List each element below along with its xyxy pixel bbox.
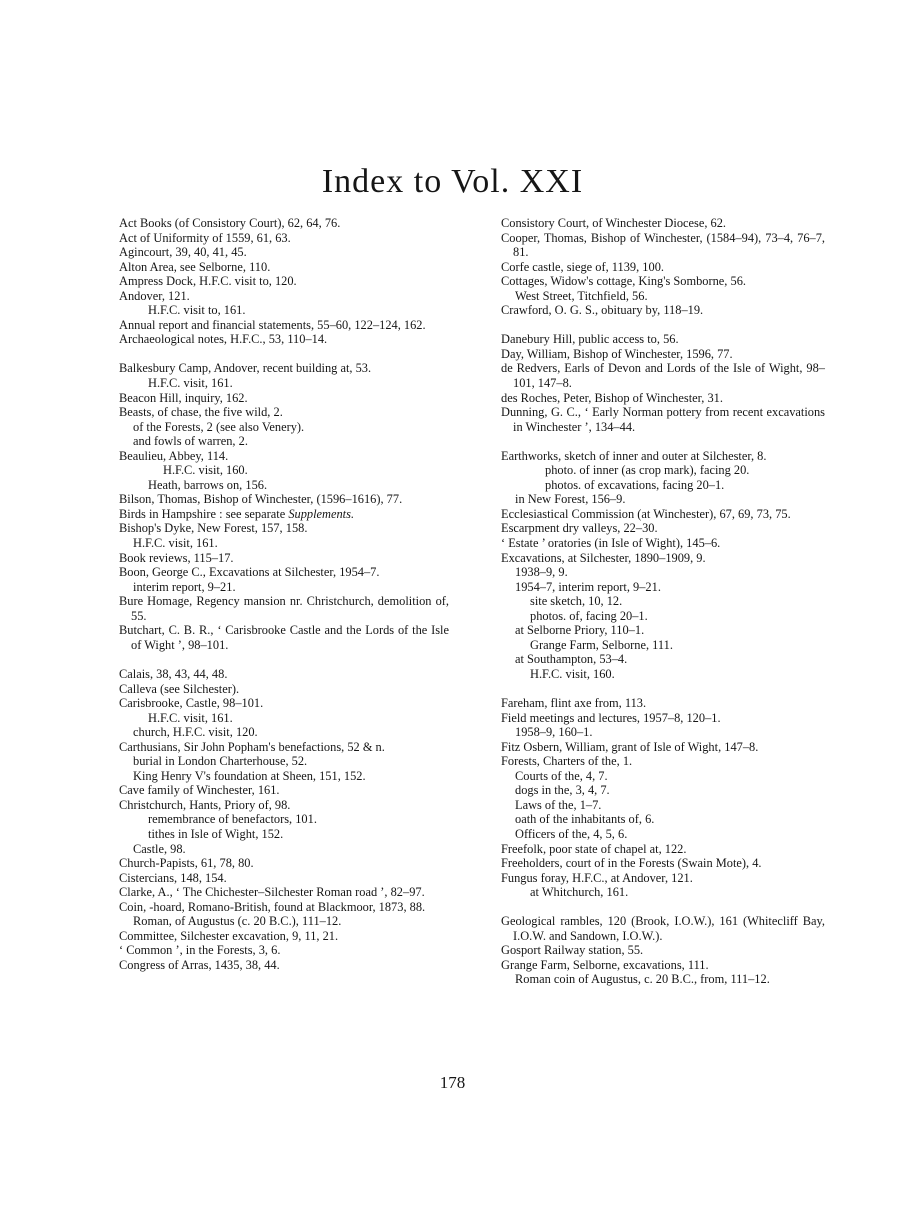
index-entry-text: Cottages, Widow's cottage, King's Somborne, 56.: [501, 274, 746, 289]
index-entry: [501, 536, 825, 551]
index-entry-text: Agincourt, 39, 40, 41, 45.: [119, 245, 247, 260]
index-entry: [119, 769, 449, 784]
index-entry: [119, 711, 449, 726]
index-entry-text: Birds in Hampshire : see separate: [119, 506, 286, 521]
index-entry-text: burial in London Charterhouse, 52.: [133, 754, 308, 769]
index-entry: [501, 652, 825, 667]
index-entry: [119, 245, 449, 260]
index-entry: [119, 812, 449, 827]
index-entry-text: Ampress Dock, H.F.C. visit to, 120.: [119, 274, 297, 289]
index-entry-text: H.F.C. visit, 161.: [148, 376, 233, 391]
index-entry: [119, 827, 449, 842]
index-entry-text: Field meetings and lectures, 1957–8, 120–1.: [501, 710, 721, 725]
index-entry: [501, 638, 825, 653]
index-entry: [119, 478, 449, 493]
entry-gap: [119, 652, 449, 667]
index-entry-text: Boon, George C., Excavations at Silchester, 1954–7.: [119, 565, 380, 580]
index-entry: [119, 754, 449, 769]
index-entry-text: Courts of the, 4, 7.: [515, 768, 608, 783]
index-entry: [119, 507, 449, 522]
index-entry-text: Butchart, C. B. R., ‘ Carisbrooke Castle and the Lords of the Isle of Wight ’, 98–101.: [119, 623, 449, 652]
index-entry: [119, 260, 449, 275]
index-entry-text: at Southampton, 53–4.: [515, 652, 628, 667]
index-entry-text: Act Books (of Consistory Court), 62, 64, 76.: [119, 216, 341, 230]
index-entry: [501, 303, 825, 318]
index-right-column: [501, 216, 825, 987]
index-entry: [119, 303, 449, 318]
index-entry-text: in New Forest, 156–9.: [515, 492, 626, 507]
index-entry: [119, 943, 449, 958]
index-entry-text: Castle, 98.: [133, 841, 186, 856]
index-entry-text: and fowls of warren, 2.: [133, 434, 248, 449]
index-entry-text: Clarke, A., ‘ The Chichester–Silchester Roman road ’, 82–97.: [119, 885, 425, 900]
index-entry-text: interim report, 9–21.: [133, 579, 236, 594]
index-entry: [119, 958, 449, 973]
index-entry-text: Archaeological notes, H.F.C., 53, 110–14.: [119, 332, 328, 347]
index-entry-text: Laws of the, 1–7.: [515, 797, 602, 812]
index-entry-text: Book reviews, 115–17.: [119, 550, 234, 565]
index-entry: [501, 478, 825, 493]
index-entry: [119, 580, 449, 595]
index-entry-text: remembrance of benefactors, 101.: [148, 812, 317, 827]
index-entry: [501, 740, 825, 755]
index-entry: [119, 682, 449, 697]
index-entry-text: 1938–9, 9.: [515, 565, 568, 580]
index-entry-text: Ecclesiastical Commission (at Winchester), 67, 69, 73, 75.: [501, 506, 791, 521]
index-entry: [119, 289, 449, 304]
index-entry-text: Cooper, Thomas, Bishop of Winchester, (1584–94), 73–4, 76–7, 81.: [501, 230, 825, 260]
index-entry: [501, 958, 825, 973]
entry-gap: [501, 318, 825, 333]
index-entry-text: Cave family of Winchester, 161.: [119, 783, 280, 798]
index-entry: [119, 725, 449, 740]
index-entry: [501, 565, 825, 580]
index-entry: [501, 289, 825, 304]
index-entry-text: Dunning, G. C., ‘ Early Norman pottery from recent excavations in Winchester ’, 134–44.: [501, 405, 825, 434]
page-title: Index to Vol. XXI: [321, 163, 584, 200]
index-entry: [119, 856, 449, 871]
index-entry: [501, 827, 825, 842]
index-entry-text: oath of the inhabitants of, 6.: [515, 812, 655, 827]
index-entry-text: Forests, Charters of the, 1.: [501, 754, 633, 769]
index-entry-text: Alton Area, see Selborne, 110.: [119, 259, 271, 274]
index-entry: [501, 623, 825, 638]
index-entry: [119, 332, 449, 347]
index-entry: [119, 376, 449, 391]
index-entry-text: at Selborne Priory, 110–1.: [515, 623, 645, 638]
index-entry-text: Beacon Hill, inquiry, 162.: [119, 390, 248, 405]
index-entry-text: Calais, 38, 43, 44, 48.: [119, 666, 228, 681]
index-entry: [119, 361, 449, 376]
index-entry: [119, 463, 449, 478]
index-entry: [501, 885, 825, 900]
index-entry-text: des Roches, Peter, Bishop of Winchester, 31.: [501, 390, 723, 405]
index-entry-text: church, H.F.C. visit, 120.: [133, 725, 258, 740]
index-entry: [119, 536, 449, 551]
index-entry-text: Grange Farm, Selborne, excavations, 111.: [501, 957, 709, 972]
index-entry: [501, 274, 825, 289]
index-entry-text: Roman, of Augustus (c. 20 B.C.), 111–12.: [133, 914, 342, 929]
index-entry-text: Coin, -hoard, Romano-British, found at Blackmoor, 1873, 88.: [119, 899, 426, 914]
index-entry: [119, 420, 449, 435]
index-entry: [501, 725, 825, 740]
index-entry-text: Officers of the, 4, 5, 6.: [515, 826, 628, 841]
entry-gap: [501, 682, 825, 697]
index-entry: [501, 871, 825, 886]
index-entry-text: Freeholders, court of in the Forests (Swain Mote), 4.: [501, 856, 762, 871]
index-entry-text: of the Forests, 2 (see also Venery).: [133, 419, 305, 434]
entry-gap: [501, 434, 825, 449]
index-entry: [501, 842, 825, 857]
entry-gap: [501, 900, 825, 915]
page-number: 178: [439, 1073, 466, 1092]
index-entry-text: Crawford, O. G. S., obituary by, 118–19.: [501, 303, 704, 318]
index-entry: [119, 623, 449, 652]
index-entry: [501, 405, 825, 434]
index-entry: [119, 391, 449, 406]
index-entry: [501, 609, 825, 624]
index-entry: [119, 449, 449, 464]
index-entry: [501, 347, 825, 362]
index-entry-text: photos. of excavations, facing 20–1.: [545, 477, 725, 492]
index-entry: [119, 551, 449, 566]
index-entry-text: ‘ Estate ’ oratories (in Isle of Wight), 145–6.: [501, 536, 721, 551]
index-entry: [501, 551, 825, 566]
index-entry: [119, 667, 449, 682]
index-entry-text: Fitz Osbern, William, grant of Isle of Wight, 147–8.: [501, 739, 759, 754]
index-entry-text: photo. of inner (as crop mark), facing 20.: [545, 463, 750, 478]
index-entry: [119, 871, 449, 886]
index-entry: [119, 798, 449, 813]
index-entry-text: Andover, 121.: [119, 288, 190, 303]
index-entry-text: Congress of Arras, 1435, 38, 44.: [119, 957, 280, 972]
index-entry-text: H.F.C. visit, 161.: [133, 536, 218, 551]
entry-gap: [119, 347, 449, 362]
index-entry: [119, 216, 449, 231]
index-entry-text: Day, William, Bishop of Winchester, 1596, 77.: [501, 346, 733, 361]
index-entry-text: Annual report and financial statements, 55–60, 122–124, 162.: [119, 317, 426, 332]
index-entry: [501, 943, 825, 958]
index-entry-text: Freefolk, poor state of chapel at, 122.: [501, 841, 687, 856]
index-entry-text: photos. of, facing 20–1.: [530, 608, 648, 623]
index-entry: [119, 274, 449, 289]
index-entry: [501, 521, 825, 536]
index-entry-text: Escarpment dry valleys, 22–30.: [501, 521, 658, 536]
index-entry: [501, 492, 825, 507]
index-entry-text: Danebury Hill, public access to, 56.: [501, 332, 679, 347]
index-entry-text: 1958–9, 160–1.: [515, 725, 593, 740]
index-entry: [119, 929, 449, 944]
index-entry-text: H.F.C. visit to, 161.: [148, 303, 246, 318]
index-entry: [119, 885, 449, 900]
index-entry: [501, 507, 825, 522]
index-entry: [119, 914, 449, 929]
index-entry-text: Fungus foray, H.F.C., at Andover, 121.: [501, 870, 693, 885]
index-entry: [501, 914, 825, 943]
index-entry-text: Heath, barrows on, 156.: [148, 477, 268, 492]
index-entry: [119, 740, 449, 755]
index-entry: [501, 361, 825, 390]
index-entry-text: Church-Papists, 61, 78, 80.: [119, 856, 254, 871]
index-entry-text: Act of Uniformity of 1559, 61, 63.: [119, 230, 291, 245]
index-entry-text: Corfe castle, siege of, 1139, 100.: [501, 259, 664, 274]
index-entry-text: H.F.C. visit, 160.: [530, 666, 615, 681]
index-entry-text: ‘ Common ’, in the Forests, 3, 6.: [119, 943, 281, 958]
index-entry: [119, 565, 449, 580]
index-entry: [501, 972, 825, 987]
index-entry-text: Carisbrooke, Castle, 98–101.: [119, 696, 264, 711]
index-entry-text: site sketch, 10, 12.: [530, 594, 623, 609]
index-entry-text: Beaulieu, Abbey, 114.: [119, 448, 229, 463]
index-entry: [501, 812, 825, 827]
index-entry: [501, 711, 825, 726]
index-entry: [501, 754, 825, 769]
index-entry-text: Fareham, flint axe from, 113.: [501, 696, 647, 711]
index-entry: [501, 856, 825, 871]
index-left-column: [119, 216, 449, 972]
index-entry-text: H.F.C. visit, 161.: [148, 710, 233, 725]
index-entry: [501, 594, 825, 609]
index-entry: [501, 391, 825, 406]
index-entry: [501, 798, 825, 813]
index-entry: [501, 260, 825, 275]
index-entry-text: Committee, Silchester excavation, 9, 11, 21.: [119, 928, 339, 943]
index-entry-text: de Redvers, Earls of Devon and Lords of the Isle of Wight, 98–101, 147–8.: [501, 361, 825, 391]
index-entry-text: Roman coin of Augustus, c. 20 B.C., from, 111–12.: [515, 972, 770, 987]
index-entry: [119, 521, 449, 536]
index-entry: [119, 900, 449, 915]
index-entry: [119, 783, 449, 798]
index-entry-text: Grange Farm, Selborne, 111.: [530, 637, 673, 652]
index-entry: [501, 580, 825, 595]
index-entry-text: Bilson, Thomas, Bishop of Winchester, (1596–1616), 77.: [119, 492, 403, 507]
index-entry-text: Gosport Railway station, 55.: [501, 943, 644, 958]
index-entry-text: Balkesbury Camp, Andover, recent building at, 53.: [119, 361, 372, 376]
index-entry: [501, 231, 825, 260]
index-entry: [119, 318, 449, 333]
index-entry-text: Beasts, of chase, the five wild, 2.: [119, 405, 283, 420]
index-entry: [119, 434, 449, 449]
index-entry-text: West Street, Titchfield, 56.: [515, 288, 648, 303]
index-entry: [501, 696, 825, 711]
index-entry-text: Calleva (see Silchester).: [119, 681, 240, 696]
index-entry: [119, 696, 449, 711]
index-entry-text: H.F.C. visit, 160.: [163, 463, 248, 478]
index-entry: [501, 216, 825, 231]
index-entry-text: Bishop's Dyke, New Forest, 157, 158.: [119, 521, 308, 536]
index-entry-text: tithes in Isle of Wight, 152.: [148, 826, 284, 841]
index-entry: [119, 231, 449, 246]
index-entry-text: Excavations, at Silchester, 1890–1909, 9.: [501, 550, 706, 565]
index-entry: [501, 783, 825, 798]
index-entry-text: 1954–7, interim report, 9–21.: [515, 579, 661, 594]
index-entry: [119, 594, 449, 623]
index-entry-text: Geological rambles, 120 (Brook, I.O.W.), 161 (Whitecliff Bay, I.O.W. and Sandown, I.O.W.).: [501, 914, 825, 943]
index-entry-text: Carthusians, Sir John Popham's benefactions, 52 & n.: [119, 739, 385, 754]
index-entry-text: Cistercians, 148, 154.: [119, 870, 227, 885]
index-entry-text: Consistory Court, of Winchester Diocese, 62.: [501, 216, 727, 230]
index-entry-text: Earthworks, sketch of inner and outer at Silchester, 8.: [501, 448, 767, 463]
index-entry: [501, 332, 825, 347]
index-entry-text: Bure Homage, Regency mansion nr. Christchurch, demolition of, 55.: [119, 594, 449, 623]
index-entry: [119, 405, 449, 420]
index-entry-text: at Whitchurch, 161.: [530, 885, 629, 900]
index-entry: [501, 449, 825, 464]
index-entry-italic: Supplements.: [288, 506, 355, 521]
index-entry-text: Christchurch, Hants, Priory of, 98.: [119, 797, 291, 812]
index-entry: [501, 463, 825, 478]
index-entry: [501, 667, 825, 682]
index-entry: [119, 492, 449, 507]
index-entry-text: dogs in the, 3, 4, 7.: [515, 783, 610, 798]
index-entry: [119, 842, 449, 857]
index-entry: [501, 769, 825, 784]
index-entry-text: King Henry V's foundation at Sheen, 151, 152.: [133, 768, 366, 783]
